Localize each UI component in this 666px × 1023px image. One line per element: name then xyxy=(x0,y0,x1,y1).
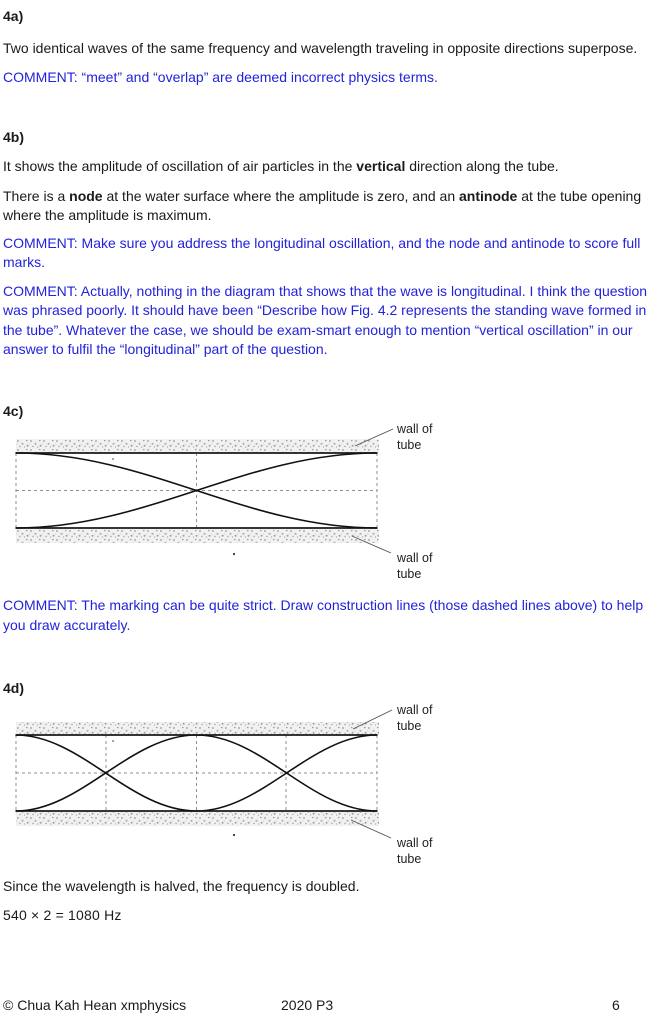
tube-wall-bottom xyxy=(16,812,379,826)
text-run: at the tube opening where the amplitude is maximum. xyxy=(3,187,642,223)
footer-copyright: © Chua Kah Hean xmphysics xyxy=(3,997,187,1013)
standing-wave-diagram-4c xyxy=(3,421,453,591)
scan-speck xyxy=(112,458,114,460)
standing-wave-diagram-4d xyxy=(3,699,453,869)
bold-term-node: node xyxy=(69,187,103,204)
answer-4b-1 xyxy=(3,157,663,177)
answer-4a: Two identical waves of the same frequency and wavelength traveling in opposite directions superpose. xyxy=(3,39,638,56)
bold-term-antinode: antinode xyxy=(459,187,518,204)
text-run: There is a xyxy=(3,187,70,204)
comment-4a: COMMENT: “meet” and “overlap” are deemed incorrect physics terms. xyxy=(3,69,438,85)
text-run: direction along the tube. xyxy=(405,158,559,174)
footer-page-number: 6 xyxy=(612,997,620,1013)
bold-term-vertical: vertical xyxy=(356,158,406,174)
section-heading-4c: 4c) xyxy=(3,402,24,419)
scan-speck xyxy=(233,833,235,835)
wall-label-top: wall of tube xyxy=(397,702,433,733)
scan-speck xyxy=(112,740,114,742)
scan-speck xyxy=(233,553,235,555)
answer-4b-2 xyxy=(3,187,663,226)
tube-wall-top xyxy=(16,439,379,453)
wall-label-top: wall of tube xyxy=(397,422,433,452)
equation-4d: 540 × 2 = 1080 Hz xyxy=(3,907,122,923)
section-heading-4a: 4a) xyxy=(3,8,24,24)
wall-label-bottom: wall of tube xyxy=(397,551,433,581)
footer-paper-label: 2020 P3 xyxy=(281,997,334,1013)
comment-4b-1: COMMENT: Make sure you address the longitudinal oscillation, and the node and antinode to score full marks. xyxy=(3,234,641,270)
answer-4d: Since the wavelength is halved, the frequency is doubled. xyxy=(3,877,360,894)
comment-4c: COMMENT: The marking can be quite strict. Draw construction lines (those dashed lines above) to help you draw accurately. xyxy=(3,597,644,633)
tube-wall-bottom xyxy=(16,529,379,543)
tube-wall-top xyxy=(16,722,379,735)
page-footer xyxy=(0,996,666,1016)
comment-4b-2: COMMENT: Actually, nothing in the diagram that shows that the wave is longitudinal. I think the question was phrased poorly. It should have been “Describe how Fig. 4.2 represents the standing wave formed in the tube”. Whatever the case, we should be exam-smart enough to mention “vertical oscillation” in our answer to fulfil the “longitudinal” part of the question. xyxy=(3,282,648,357)
text-run: It shows the amplitude of oscillation of air particles in the xyxy=(3,158,357,174)
section-heading-4d: 4d) xyxy=(3,680,24,696)
text-run: at the water surface where the amplitude is zero, and an xyxy=(102,187,460,204)
wall-label-bottom: wall of tube xyxy=(397,835,433,866)
section-heading-4b: 4b) xyxy=(3,128,24,145)
